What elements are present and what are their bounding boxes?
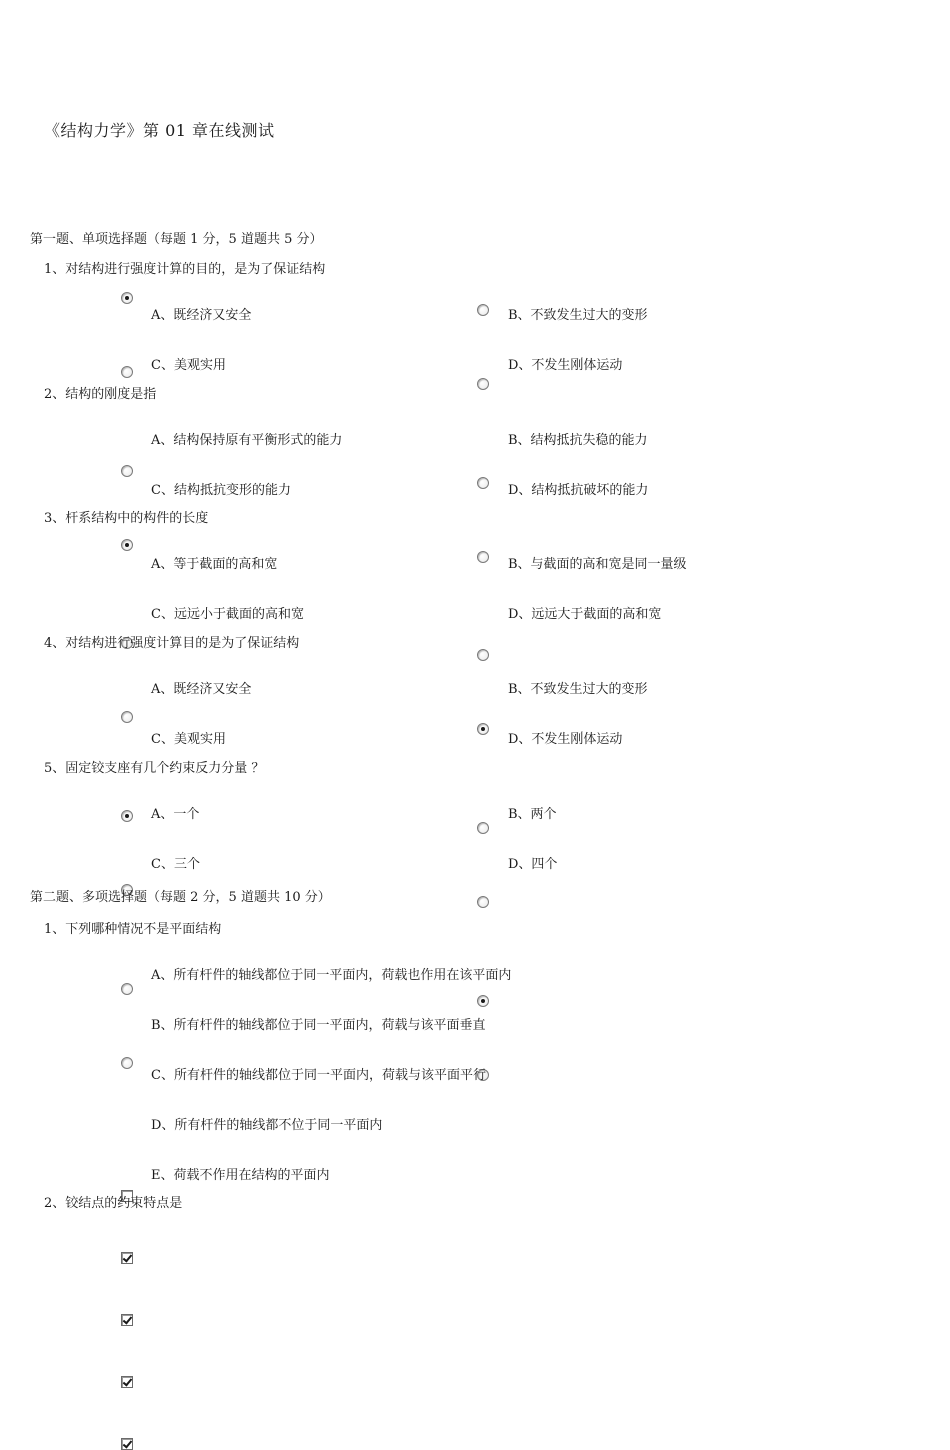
option-label-c: C、远远小于截面的高和宽 — [151, 607, 304, 622]
radio-option-c[interactable] — [121, 366, 133, 378]
radio-option-d[interactable] — [477, 896, 489, 908]
radio-option-d[interactable] — [477, 378, 489, 390]
radio-option-b[interactable] — [477, 477, 489, 489]
option-label-a: A、等于截面的高和宽 — [151, 557, 278, 572]
option-label-c: C、美观实用 — [151, 732, 226, 747]
radio-option-c[interactable] — [121, 539, 133, 551]
option-label-c: C、结构抵抗变形的能力 — [151, 483, 291, 498]
checkbox-option-b[interactable] — [121, 1252, 133, 1264]
option-label-b: B、不致发生过大的变形 — [508, 308, 648, 323]
question-text: 5、固定铰支座有几个约束反力分量 ？ — [44, 761, 265, 776]
radio-option-a[interactable] — [121, 983, 133, 995]
checkbox-option-d[interactable] — [121, 1376, 133, 1388]
option-label-c: C、美观实用 — [151, 358, 226, 373]
checkbox-option-c[interactable] — [121, 1314, 133, 1326]
section-heading: 第二题、多项选择题（每题 2 分，5 道题共 10 分） — [30, 890, 331, 905]
question-text: 4、对结构进行强度计算目的是为了保证结构 — [44, 636, 300, 651]
checkbox-option-e[interactable] — [121, 1438, 133, 1450]
option-label-d: D、不发生刚体运动 — [508, 732, 623, 747]
radio-option-d[interactable] — [477, 551, 489, 563]
option-label-d: D、所有杆件的轴线都不位于同一平面内 — [151, 1118, 383, 1133]
radio-option-b[interactable] — [477, 304, 489, 316]
radio-option-c[interactable] — [121, 711, 133, 723]
question-text: 3、杆系结构中的构件的长度 — [44, 511, 209, 526]
option-label-d: D、四个 — [508, 857, 558, 872]
radio-option-b[interactable] — [477, 995, 489, 1007]
option-label-d: D、远远大于截面的高和宽 — [508, 607, 662, 622]
radio-option-c[interactable] — [121, 1057, 133, 1069]
radio-option-b[interactable] — [477, 822, 489, 834]
option-label-d: D、不发生刚体运动 — [508, 358, 623, 373]
option-label-e: E、荷载不作用在结构的平面内 — [151, 1168, 330, 1183]
radio-option-d[interactable] — [477, 723, 489, 735]
option-label-a: A、所有杆件的轴线都位于同一平面内，荷载也作用在该平面内 — [151, 968, 512, 983]
page-title: 《结构力学》第 01 章在线测试 — [44, 121, 275, 140]
option-label-b: B、与截面的高和宽是同一量级 — [508, 557, 687, 572]
section-heading: 第一题、单项选择题（每题 1 分，5 道题共 5 分） — [30, 232, 323, 247]
option-label-b: B、两个 — [508, 807, 557, 822]
radio-option-a[interactable] — [121, 292, 133, 304]
question-text: 2、铰结点的约束特点是 — [44, 1196, 183, 1211]
question-text: 2、结构的刚度是指 — [44, 387, 157, 402]
option-label-b: B、不致发生过大的变形 — [508, 682, 648, 697]
option-label-c: C、所有杆件的轴线都位于同一平面内，荷载与该平面平行 — [151, 1068, 486, 1083]
question-text: 1、对结构进行强度计算的目的，是为了保证结构 — [44, 262, 326, 277]
radio-option-a[interactable] — [121, 465, 133, 477]
radio-option-b[interactable] — [477, 649, 489, 661]
option-label-d: D、结构抵抗破坏的能力 — [508, 483, 649, 498]
option-label-b: B、所有杆件的轴线都位于同一平面内，荷载与该平面垂直 — [151, 1018, 486, 1033]
question-text: 1、下列哪种情况不是平面结构 — [44, 922, 222, 937]
radio-option-a[interactable] — [121, 810, 133, 822]
option-label-a: A、一个 — [151, 807, 200, 822]
option-label-a: A、既经济又安全 — [151, 308, 252, 323]
option-label-a: A、结构保持原有平衡形式的能力 — [151, 433, 343, 448]
option-label-c: C、三个 — [151, 857, 200, 872]
option-label-a: A、既经济又安全 — [151, 682, 252, 697]
option-label-b: B、结构抵抗失稳的能力 — [508, 433, 648, 448]
